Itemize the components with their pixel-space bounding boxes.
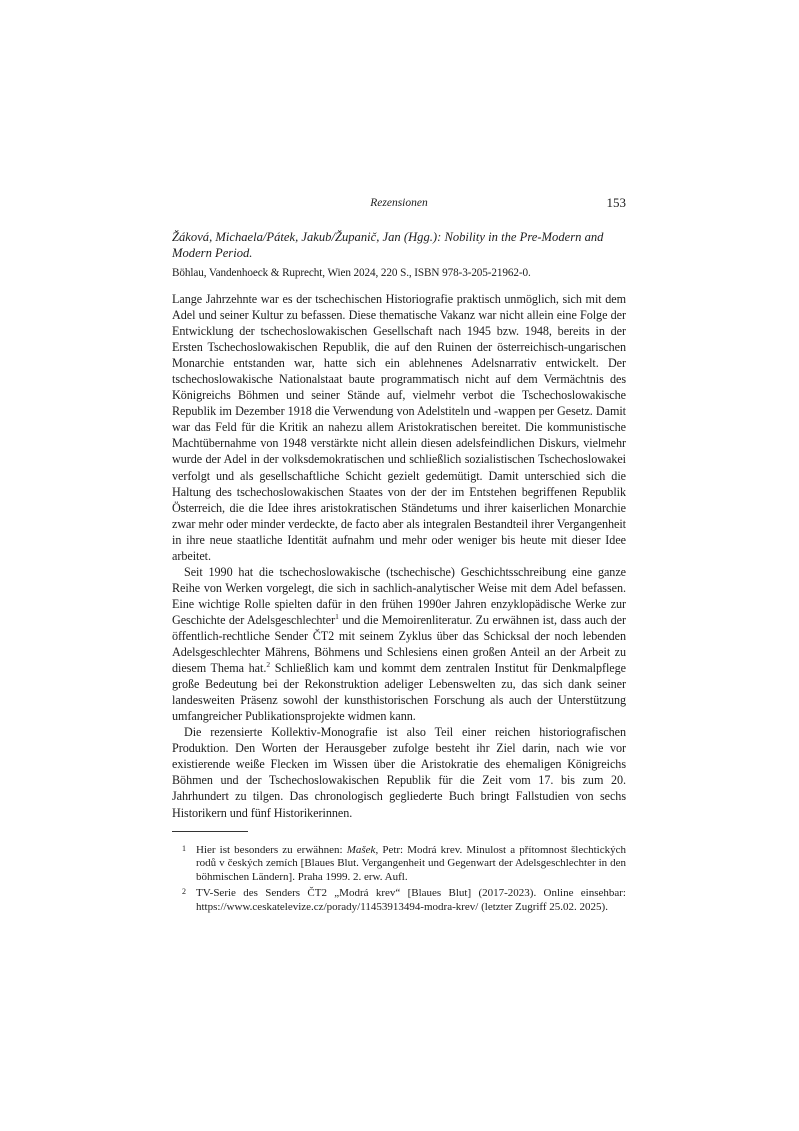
paragraph-2-part-b: und die Memoirenliteratur. Zu erwähnen ist, dass auch der öffentlich-rechtliche Sender ČT2 mit seinem Zyklus über das Schicksal der noch lebenden Adelsgeschlechter Mährens, Böhmens und Schlesiens einen großen Anteil an der Arbeit zu diesem Thema hat. [172, 612, 626, 676]
body-text [172, 291, 626, 821]
running-head [172, 195, 626, 215]
running-title: Rezensionen [370, 197, 428, 209]
footnote-ref-2[interactable]: 2 [266, 660, 271, 670]
footnote-divider [172, 831, 248, 832]
footnote-2 [172, 887, 626, 915]
paragraph-2-part-a: Seit 1990 hat die tschechoslowakische (tschechische) Geschichtsschreibung eine ganze Reihe von Werken vorgelegt, die sich in sachlich-analytischer Weise mit dem Adel befassen. Eine wichtige Rolle spielten dafür in den frühen 1990er Jahren enzyklopädische Werke zur Geschichte der Adelsgeschlechter [172, 564, 626, 627]
footnote-1-author: Mašek [346, 843, 376, 856]
review-title: Žáková, Michaela/Pátek, Jakub/Županič, Jan (Hgg.): Nobility in the Pre-Modern and Modern Period. [172, 230, 604, 260]
paragraph-2-part-c: Schließlich kam und kommt dem zentralen Institut für Denkmalpflege große Bedeutung bei der Rekonstruktion adeliger Lebenswelten zu, das sich dank seiner landesweiten Präsenz sowohl der kunsthistorischen Forschung als auch der Unterstützung umfangreicher Publikationsprojekte widmen kann. [172, 661, 626, 724]
footnote-2-text: TV-Serie des Senders ČT2 „Modrá krev“ [Blaues Blut] (2017-2023). Online einsehbar: https://www.ceskatelevize.cz/porady/11453913494-modra-krev/ (letzter Zugriff 25.02. 2025). [196, 887, 626, 914]
footnote-1-text-b: , Petr: Modrá krev. Minulost a přítomnost šlechtických rodů v českých zemích [Blaues Blut. Vergangenheit und Gegenwart der Adelsgeschlechter in den böhmischen Ländern]. Praha 1999. 2. erw. Aufl. [196, 843, 626, 884]
footnote-1-text-a: Hier ist besonders zu erwähnen: [196, 843, 347, 856]
footnote-number: 1 [182, 843, 186, 853]
footnote-number: 2 [182, 887, 186, 897]
footnote-1 [172, 844, 626, 886]
page-number: 153 [606, 195, 626, 210]
page [172, 195, 626, 917]
paragraph-3: Die rezensierte Kollektiv-Monografie ist also Teil einer reichen historiografischen Produktion. Den Worten der Herausgeber zufolge besteht ihr Ziel darin, nach wie vor existierende weiße Flecken im Wissen über die Aristokratie des ehemaligen Königreichs Böhmen und der Tschechoslowakischen Republik für die Zeit vom 17. bis zum 20. Jahrhundert zu tilgen. Das chronologisch gegliederte Buch bringt Fallstudien von sechs Historikern und fünf Historikerinnen. [172, 725, 626, 820]
publication-info: Böhlau, Vandenhoeck & Ruprecht, Wien 2024, 220 S., ISBN 978-3-205-21962-0. [172, 267, 531, 279]
footnotes [172, 844, 626, 916]
paragraph-2 [172, 564, 626, 724]
footnote-ref-1[interactable]: 1 [335, 611, 339, 621]
paragraph-1: Lange Jahrzehnte war es der tschechischen Historiografie praktisch unmöglich, sich mit dem Adel und seiner Kultur zu befassen. Diese thematische Vakanz war nicht allein eine Folge der Entwicklung der tschechoslowakischen Gesellschaft nach 1945 bzw. 1948, bereits in der Ersten Tschechoslowakischen Republik, die auf den Ruinen der österreichisch-ungarischen Monarchie entstanden war, hatte sich ein ablehnenes Adelsnarrativ entwickelt. Der tschechoslowakische Nationalstaat baute programmatisch nicht auf dem Vermächtnis des Königreichs Böhmen und seiner Stände auf, vielmehr verbot die Tschechoslowakische Republik im Dezember 1918 die Verwendung von Adelstiteln und -wappen per Gesetz. Damit war das Feld für die Kritik an nahezu allem Aristokratischen bereitet. Die kommunistische Machtübernahme von 1948 verstärkte nicht allein diesen adelsfeindlichen Diskurs, vielmehr wurde der Adel in der volksdemokratischen und schließlich sozialistischen Tschechoslowakei verfolgt und als gesellschaftliche Schicht gezielt gedemütigt. Damit unterschied sich die Haltung des tschechoslowakischen Staates von der der im Entstehen begriffenen Republik Österreich, die die Idee ihres aristokratischen Ständetums und ihrer kaiserlichen Monarchie zwar mehr oder minder verdeckte, de facto aber als integralen Bestandteil ihrer Vergangenheit in ihre neue staatliche Identität aufnahm und mehr oder weniger bis heute mit dieser Idee arbeitet. [172, 292, 626, 563]
